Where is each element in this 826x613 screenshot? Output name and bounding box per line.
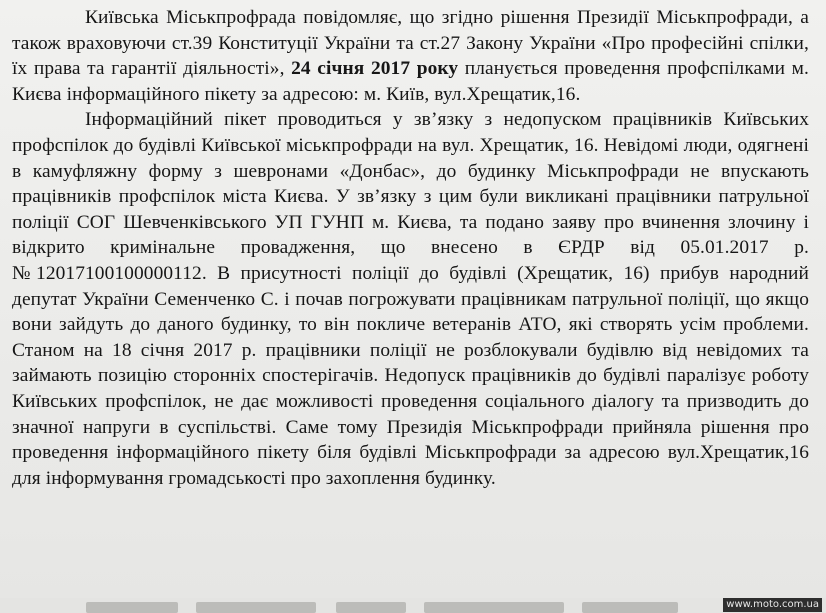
announcement-text-end: планується проведення профспілками м. Києва інформаційного пікету за адресою: м. Київ, вул.Хрещатик,16. [12, 58, 809, 105]
cut-off-next-line [0, 598, 826, 613]
watermark: www.moto.com.ua [723, 598, 822, 612]
document-text [12, 5, 809, 491]
paragraph-details: Інформаційний пікет проводиться у зв’язку з недопуском працівників Київських профспілок до будівлі Київської міськпрофради на вул. Хрещатик, 16. Невідомі люди, одягнені в камуфляжну форму з шевронами «Донбас», до будинку Міськпрофради не впускають працівників профспілок міста Києва. У зв’язку з цим були викликані працівники патрульної поліції СОГ Шевченківського УП ГУНП м. Києва, та подано заяву про вчинення злочину і відкрито кримінальне провадження, що внесено в ЄРДР від 05.01.2017 р. №12017100100000112. В присутності поліції до будівлі (Хрещатик, 16) прибув народний депутат України Семенченко С. і почав погрожувати працівникам патрульної поліції, що якщо вони зайдуть до даного будинку, то він покличе ветеранів АТО, які створять усім проблеми. Станом на 18 січня 2017 р. працівники поліції не розблокували будівлю від невідомих та займають позицію сторонніх спостерігачів. Недопуск працівників до будівлі паралізує роботу Київських профспілок, не дає можливості проведення соціального діалогу та призводить до значної напруги в суспільстві. Саме тому Президія Міськпрофради прийняла рішення про проведення інформаційного пікету біля будівлі Міськпрофради за адресою вул.Хрещатик,16 для інформування громадськості про захоплення будинку. [12, 109, 809, 489]
picket-date: 24 січня 2017 року [291, 58, 459, 80]
paragraph-announcement [12, 5, 809, 107]
announcement-text-start: Київська Міськпрофрада повідомляє, що згідно рішення Президії Міськпрофради, а також враховуючи ст.39 Конституції України та ст.27 Закону України «Про професійні спілки, їх права та гарантії діяльності», [12, 7, 809, 80]
